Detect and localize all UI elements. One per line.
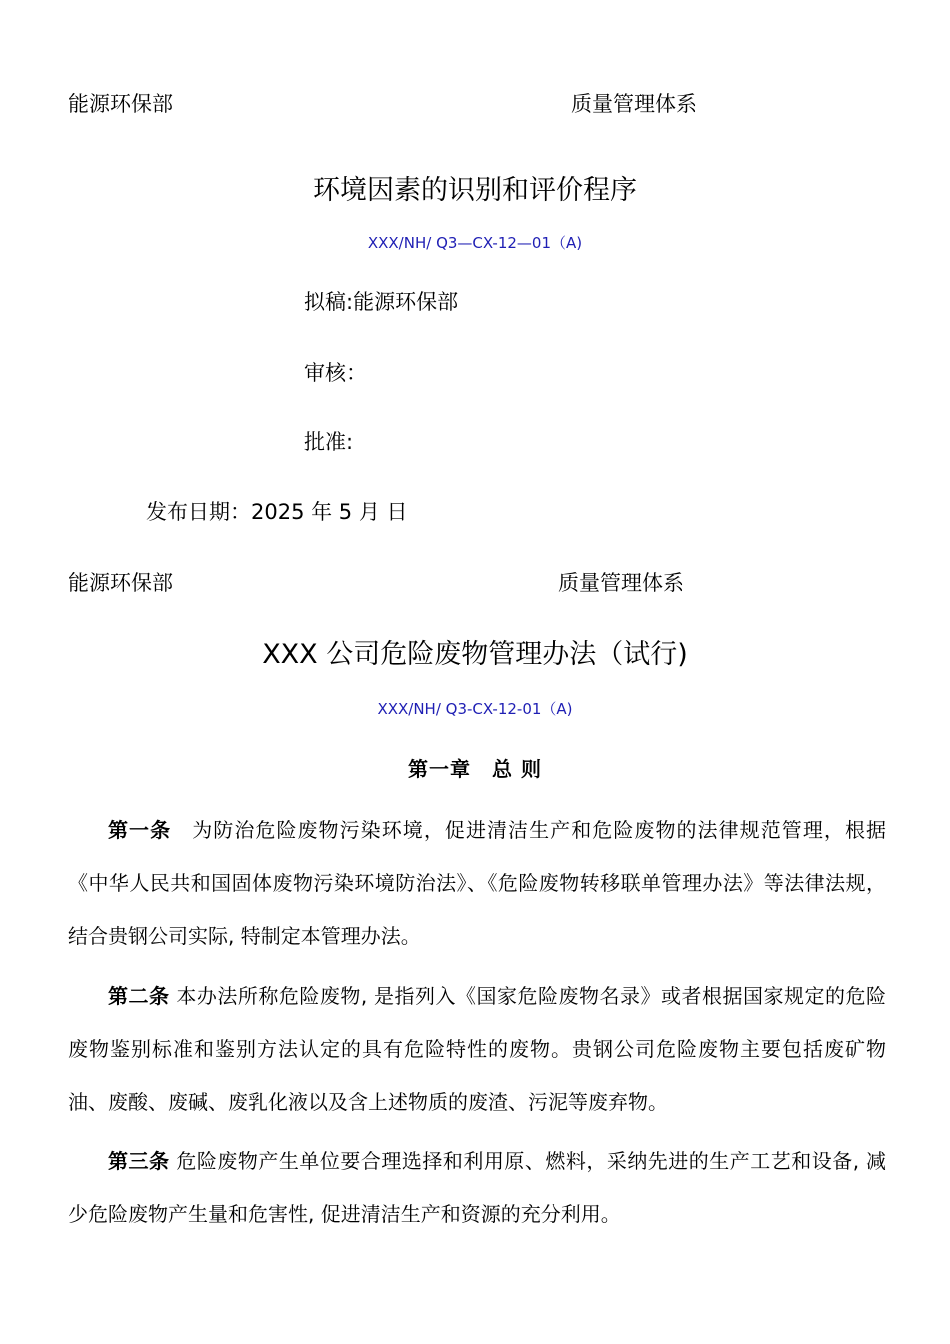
article-3-label: 第三条 (108, 1149, 170, 1173)
article-2 (68, 970, 886, 1129)
drafted-by: 拟稿:能源环保部 (304, 290, 459, 314)
approved-by: 批准: (304, 430, 354, 454)
release-date: 发布日期：2025 年 5 月 日 (146, 500, 408, 524)
article-3 (68, 1135, 886, 1241)
article-1-label: 第一条 (108, 818, 172, 842)
cover-doc-code: XXX/NH/ Q3—CX-12—01（A) (367, 234, 583, 252)
article-3-text: 危险废物产生单位要合理选择和利用原、燃料，采纳先进的生产工艺和设备, 减少危险废物产生量和危害性, 促进清洁生产和资源的充分利用。 (68, 1149, 887, 1226)
article-2-label: 第二条 (108, 984, 170, 1008)
doc-code: XXX/NH/ Q3-CX-12-01（A) (377, 700, 573, 718)
doc-title: XXX 公司危险废物管理办法（试行) (262, 639, 688, 670)
cover-department: 能源环保部 (68, 92, 173, 116)
cover-title: 环境因素的识别和评价程序 (313, 175, 637, 206)
reviewed-by: 审核： (304, 361, 367, 385)
cover-quality-system: 质量管理体系 (571, 92, 697, 116)
article-1 (68, 804, 886, 963)
article-1-text: 为防治危险废物污染环境，促进清洁生产和危险废物的法律规范管理，根据《中华人民共和国固体废物污染环境防治法》、《危险废物转移联单管理办法》等法律法规，结合贵钢公司实际, 特制定本管理办法。 (68, 818, 887, 948)
chapter-heading: 第一章 总 则 (408, 757, 542, 781)
doc-quality-system: 质量管理体系 (558, 571, 684, 595)
doc-department: 能源环保部 (68, 571, 173, 595)
article-2-text: 本办法所称危险废物, 是指列入《国家危险废物名录》或者根据国家规定的危险废物鉴别标准和鉴别方法认定的具有危险特性的废物。贵钢公司危险废物主要包括废矿物油、废酸、废碱、废乳化液以及含上述物质的废渣、污泥等废弃物。 (68, 984, 887, 1114)
